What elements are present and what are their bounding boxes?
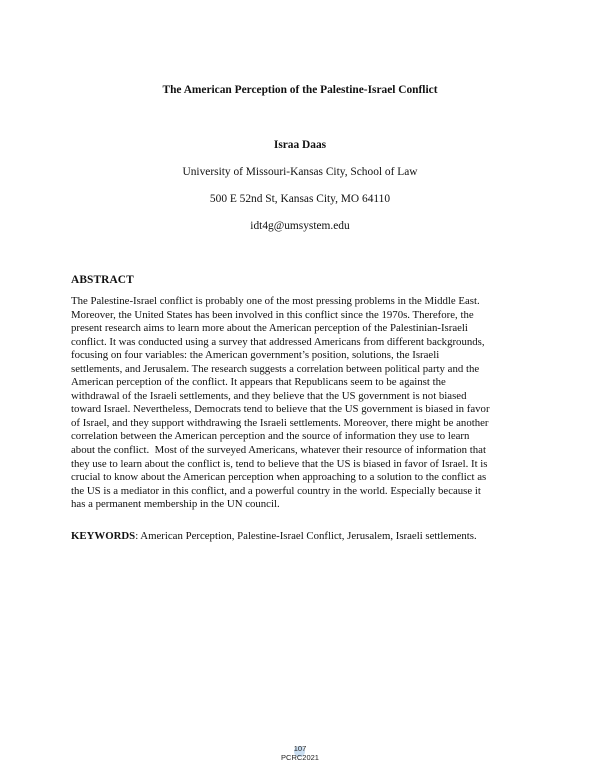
abstract-line: American perception of the conflict. It appears that Republicans seem to be against the: [71, 376, 446, 389]
abstract-line: focusing on four variables: the American government’s position, solutions, the Israeli: [71, 349, 440, 362]
keywords-line: [71, 530, 541, 542]
author-email: idt4g@umsystem.edu: [250, 220, 350, 232]
abstract-line: crucial to know about the American perception when approaching to a solution to the conflict as: [71, 471, 487, 484]
abstract-line: present research aims to learn more about the American perception of the Palestinian-Israeli: [71, 322, 468, 335]
abstract-line: Moreover, the United States has been involved in this conflict since the 1970s. Therefore, the: [71, 308, 474, 321]
abstract-line: withdrawal of the Israeli settlements, and they believe that the US government is not biased: [71, 389, 467, 402]
abstract-line: correlation between the American perception and the source of information they use to learn: [71, 430, 470, 443]
author-name: Israa Daas: [273, 139, 327, 151]
abstract-line: they use to learn about the conflict is, tend to believe that the US is biased in favor of Israel. It is: [71, 457, 488, 470]
paper-title: The American Perception of the Palestine-Israel Conflict: [162, 84, 438, 96]
author-affiliation: University of Missouri-Kansas City, School of Law: [182, 166, 418, 178]
keywords-text: : American Perception, Palestine-Israel Conflict, Jerusalem, Israeli settlements.: [135, 530, 477, 542]
abstract-heading: ABSTRACT: [71, 274, 134, 286]
abstract-body: [71, 295, 532, 512]
abstract-line: of Israel, and they support withdrawing the Israeli settlements. Moreover, there might be another: [71, 416, 489, 429]
abstract-line: has a permanent membership in the UN council.: [71, 498, 280, 511]
abstract-line: conflict. It was conducted using a survey that addressed Americans from different backgrounds,: [71, 335, 485, 348]
abstract-line: the US is a mediator in this conflict, and a powerful country in the world. Especially because it: [71, 484, 481, 497]
abstract-line: toward Israel. Nevertheless, Democrats tend to believe that the US government is biased in favor: [71, 403, 490, 416]
abstract-line: settlements, and Jerusalem. The research suggests a correlation between political party and the: [71, 362, 480, 375]
page-footer: [270, 744, 330, 762]
page-number: 107: [293, 744, 307, 753]
abstract-line: about the conflict. Most of the surveyed Americans, whatever their resource of information that: [71, 444, 486, 457]
keywords-label: KEYWORDS: [71, 530, 136, 542]
abstract-line: The Palestine-Israel conflict is probably one of the most pressing problems in the Middle East.: [71, 295, 480, 307]
conference-label: PCRC2021: [281, 753, 319, 762]
author-address: 500 E 52nd St, Kansas City, MO 64110: [209, 193, 391, 205]
